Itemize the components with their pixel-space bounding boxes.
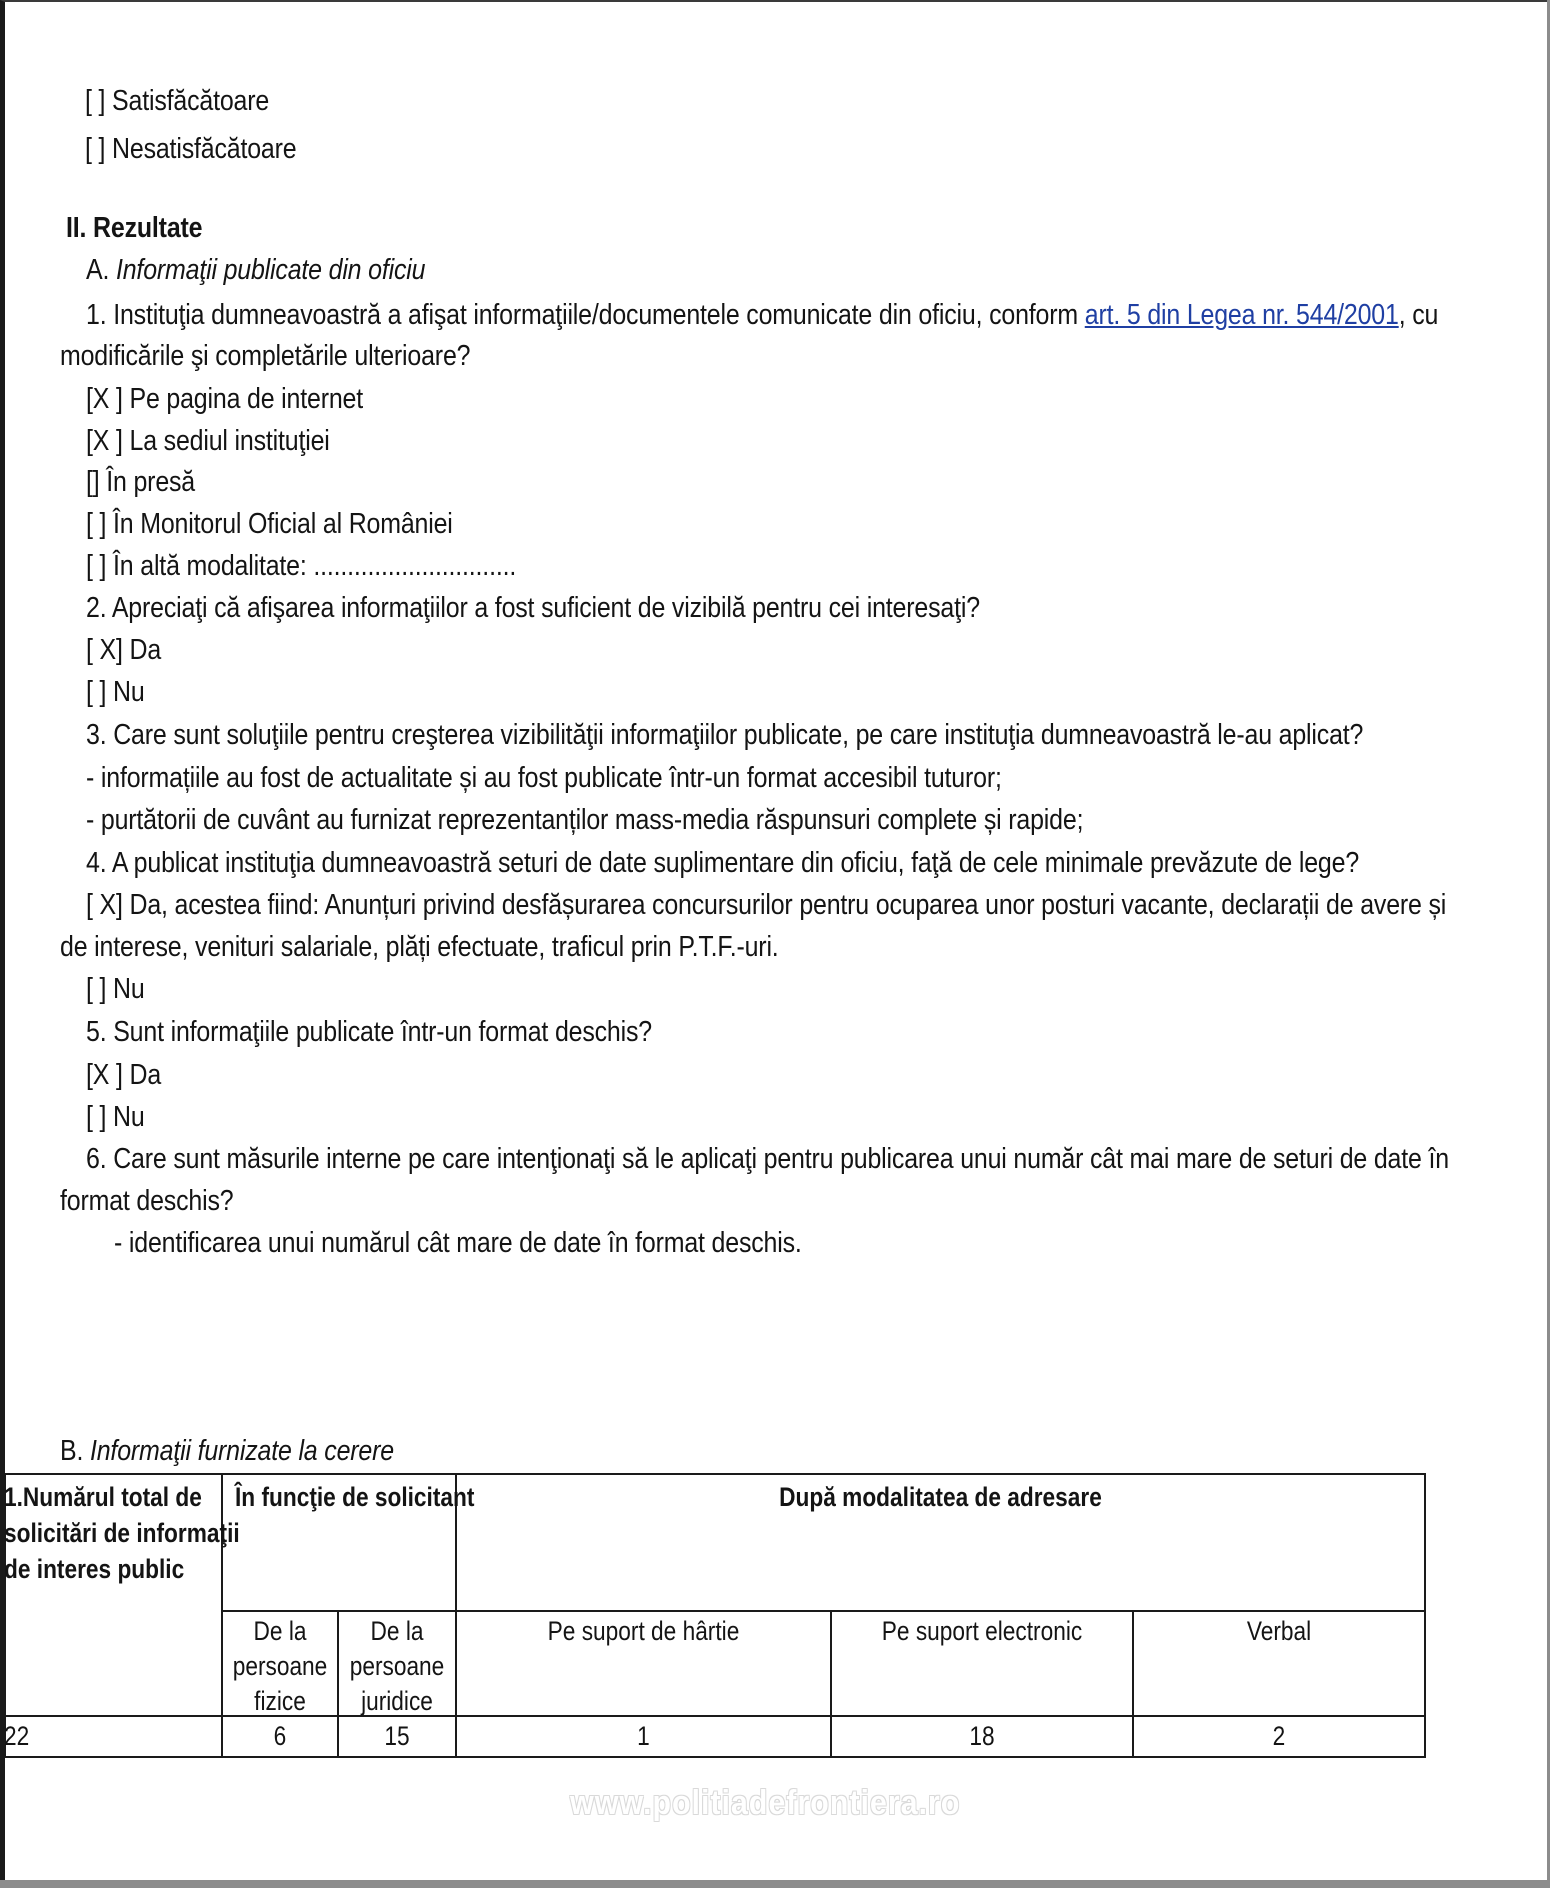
q1-option-presa: [] În presă (86, 466, 196, 498)
subheader-hartie: Pe suport de hârtie (547, 1616, 740, 1646)
q1-option-alta: [ ] În altă modalitate: .............................. (86, 550, 517, 582)
law-link[interactable]: art. 5 din Legea nr. 544/2001 (1084, 299, 1399, 331)
table-divider-v4 (830, 1610, 832, 1756)
question-6: 6. Care sunt măsurile interne pe care intenţionaţi să le aplicaţi pentru publicarea unui număr cât mai mare de seturi de date în (86, 1143, 1449, 1175)
question-6-continued: format deschis? (60, 1185, 234, 1217)
q5-option-da: [X ] Da (86, 1059, 162, 1091)
q4-option-da: [ X] Da, acestea fiind: Anunțuri privind desfășurarea concursurilor pentru ocuparea unor posturi vacante, declarații de avere și (86, 889, 1447, 921)
question-3: 3. Care sunt soluţiile pentru creşterea vizibilităţii informaţiilor publicate, pe care instituţia dumneavoastră le-au aplicat? (86, 719, 1364, 751)
cell-total: 22 (4, 1721, 30, 1751)
subheader-electronic: Pe suport electronic (881, 1616, 1083, 1646)
subheader-juridice-line1: De la (370, 1616, 424, 1646)
question-4: 4. A publicat instituţia dumneavoastră seturi de date suplimentare din oficiu, faţă de cele minimale prevăzute de lege? (86, 847, 1360, 879)
table-divider-h1 (221, 1610, 1424, 1612)
requests-table (4, 1473, 1426, 1758)
question-1: 1. Instituţia dumneavoastră a afişat informaţiile/documentele comunicate din oficiu, conform art. 5 din Legea nr. 544/2001, cu (86, 299, 1439, 331)
q6-answer-1: - identificarea unui numărul cât mare de date în format deschis. (114, 1227, 802, 1259)
subheader-juridice-line2: persoane (349, 1651, 445, 1681)
header-modalitate: După modalitatea de adresare (779, 1482, 1102, 1512)
section-heading-rezultate: II. Rezultate (66, 212, 203, 244)
table-divider-v3 (455, 1475, 457, 1756)
header-total-line2: solicitări de informaţii (4, 1518, 240, 1548)
cell-juridice: 15 (384, 1721, 410, 1751)
cell-verbal: 2 (1272, 1721, 1286, 1751)
question-5: 5. Sunt informaţiile publicate într-un format deschis? (86, 1016, 653, 1048)
subheader-fizice-line1: De la (253, 1616, 307, 1646)
cell-fizice: 6 (273, 1721, 287, 1751)
q4-option-da-continued: de interese, venituri salariale, plăți efectuate, traficul prin P.T.F.-uri. (60, 931, 779, 963)
question-1-continued: modificările şi completările ulterioare? (60, 340, 471, 372)
q3-answer-1: - informațiile au fost de actualitate și au fost publicate într-un format accesibil tuturor; (86, 762, 1002, 794)
table-divider-v5 (1132, 1610, 1134, 1756)
subheader-fizice-line2: persoane (232, 1651, 328, 1681)
section-a-heading: A. Informaţii publicate din oficiu (86, 254, 426, 286)
table-divider-h2 (6, 1715, 1424, 1717)
header-total-line1: 1.Numărul total de (4, 1482, 202, 1512)
section-b-heading: B. Informaţii furnizate la cerere (60, 1435, 394, 1467)
q2-option-nu: [ ] Nu (86, 676, 145, 708)
cell-electronic: 18 (969, 1721, 995, 1751)
question-2: 2. Apreciaţi că afişarea informaţiilor a fost suficient de vizibilă pentru cei interesaţi? (86, 592, 980, 624)
q3-answer-2: - purtătorii de cuvânt au furnizat reprezentanților mass-media răspunsuri complete și rapide; (86, 804, 1084, 836)
watermark: www.politiadefrontiera.ro (570, 1784, 961, 1822)
header-solicitant: În funcţie de solicitant (235, 1482, 475, 1512)
table-divider-v2 (337, 1610, 339, 1756)
cell-hartie: 1 (637, 1721, 650, 1751)
option-nesatisfactoare: [ ] Nesatisfăcătoare (85, 133, 297, 165)
page-shadow-bottom (0, 1880, 1550, 1888)
q1-option-sediu: [X ] La sediul instituţiei (86, 425, 330, 457)
subheader-fizice-line3: fizice (254, 1686, 306, 1716)
option-satisfactoare: [ ] Satisfăcătoare (85, 85, 270, 117)
q1-option-monitorul: [ ] În Monitorul Oficial al României (86, 508, 453, 540)
section-a-title: Informaţii publicate din oficiu (115, 254, 426, 286)
subheader-juridice-line3: juridice (361, 1686, 433, 1716)
subheader-verbal: Verbal (1246, 1616, 1312, 1646)
header-total-line3: de interes public (4, 1554, 185, 1584)
q5-option-nu: [ ] Nu (86, 1101, 145, 1133)
section-b-title: Informaţii furnizate la cerere (89, 1435, 394, 1467)
q2-option-da: [ X] Da (86, 634, 162, 666)
q1-option-internet: [X ] Pe pagina de internet (86, 383, 364, 415)
q4-option-nu: [ ] Nu (86, 973, 145, 1005)
